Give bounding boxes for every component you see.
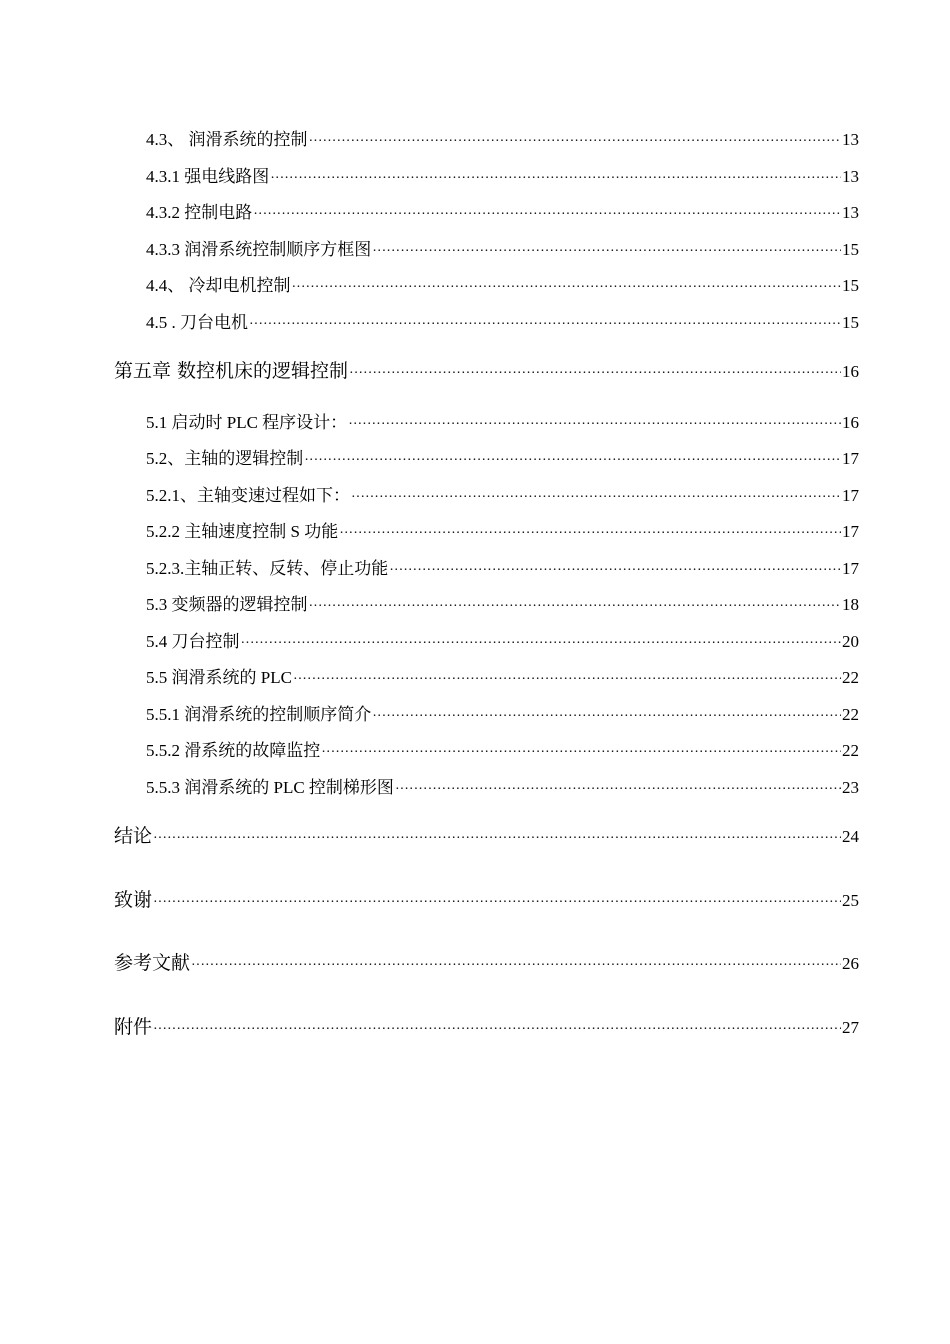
dot-leader [372,709,841,725]
toc-entry-page: 22 [842,705,859,724]
toc-entry-page: 15 [842,276,859,295]
toc-entry-label: 5.5.2 滑系统的故障监控 [146,741,321,760]
dot-leader [309,134,842,150]
toc-entry-label: 参考文献 [114,952,191,974]
dot-leader [249,317,841,333]
toc-entry[interactable] [146,554,859,579]
toc-entry[interactable] [146,308,859,333]
dot-leader [389,563,841,579]
toc-entry[interactable] [146,271,859,296]
toc-entry-label: 5.5.3 润滑系统的 PLC 控制梯形图 [146,778,394,797]
toc-entry[interactable] [146,590,859,615]
toc-entry[interactable] [146,773,859,798]
toc-entry-label: 第五章 数控机床的逻辑控制 [114,360,349,382]
dot-leader [372,244,841,260]
toc-entry-label: 5.1 启动时 PLC 程序设计： [146,413,348,432]
toc-entry-page: 22 [842,668,859,687]
toc-entry-page: 24 [842,827,859,846]
toc-entry[interactable] [146,627,859,652]
dot-leader [292,280,842,296]
dot-leader [348,417,841,433]
toc-chapter-entry[interactable] [114,948,859,975]
toc-entry-page: 16 [842,362,859,381]
toc-entry-page: 15 [842,313,859,332]
toc-entry[interactable] [146,481,859,506]
dot-leader [321,745,841,761]
toc-entry-label: 附件 [114,1016,153,1038]
toc-entry[interactable] [146,444,859,469]
dot-leader [304,453,841,469]
toc-entry-page: 17 [842,559,859,578]
toc-entry-page: 26 [842,954,859,973]
toc-entry-page: 16 [842,413,859,432]
dot-leader [153,831,841,847]
toc-entry-label: 5.2、主轴的逻辑控制 [146,449,304,468]
toc-entry-label: 4.4、 冷却电机控制 [146,276,291,295]
dot-leader [351,490,841,506]
dot-leader [339,526,841,542]
dot-leader [241,636,842,652]
dot-leader [191,958,841,974]
toc-entry-label: 4.5 . 刀台电机 [146,313,248,332]
dot-leader [270,171,841,187]
toc-entry-page: 13 [842,130,859,149]
toc-entry-page: 13 [842,167,859,186]
toc-entry-label: 5.5 润滑系统的 PLC [146,668,292,687]
dot-leader [253,207,841,223]
toc-entry[interactable] [146,235,859,260]
toc-entry-label: 4.3.1 强电线路图 [146,167,270,186]
toc-entry-page: 17 [842,522,859,541]
toc-entry[interactable] [146,700,859,725]
toc-entry-label: 结论 [114,825,153,847]
toc-entry[interactable] [146,517,859,542]
toc-entry-page: 13 [842,203,859,222]
dot-leader [153,895,841,911]
toc-entry-page: 17 [842,449,859,468]
toc-entry-page: 22 [842,741,859,760]
toc-entry-label: 5.4 刀台控制 [146,632,240,651]
toc-chapter-entry[interactable] [114,821,859,848]
toc-chapter-entry[interactable] [114,356,859,383]
dot-leader [293,672,841,688]
toc-entry-page: 27 [842,1018,859,1037]
toc-entry-page: 23 [842,778,859,797]
toc-entry-page: 18 [842,595,859,614]
toc-entry-page: 25 [842,891,859,910]
dot-leader [395,782,841,798]
toc-entry-label: 5.5.1 润滑系统的控制顺序简介 [146,705,372,724]
toc-entry-page: 17 [842,486,859,505]
dot-leader [349,366,841,382]
dot-leader [309,599,842,615]
toc-entry-label: 4.3.3 润滑系统控制顺序方框图 [146,240,372,259]
toc-entry-label: 4.3.2 控制电路 [146,203,253,222]
toc-entry-page: 15 [842,240,859,259]
toc-entry[interactable] [146,663,859,688]
toc-entry[interactable] [146,198,859,223]
toc-chapter-entry[interactable] [114,1012,859,1039]
dot-leader [153,1022,841,1038]
toc-entry-label: 5.2.3.主轴正转、反转、停止功能 [146,559,389,578]
toc-entry[interactable] [146,736,859,761]
toc-entry[interactable] [146,408,859,433]
toc-entry-label: 5.3 变频器的逻辑控制 [146,595,308,614]
toc-entry[interactable] [146,162,859,187]
toc-entry-label: 5.2.1、主轴变速过程如下： [146,486,350,505]
toc-entry-label: 5.2.2 主轴速度控制 S 功能 [146,522,339,541]
toc-chapter-entry[interactable] [114,885,859,912]
toc-entry[interactable] [146,125,859,150]
toc-entry-label: 致谢 [114,889,153,911]
toc-entry-label: 4.3、 润滑系统的控制 [146,130,308,149]
toc-entry-page: 20 [842,632,859,651]
